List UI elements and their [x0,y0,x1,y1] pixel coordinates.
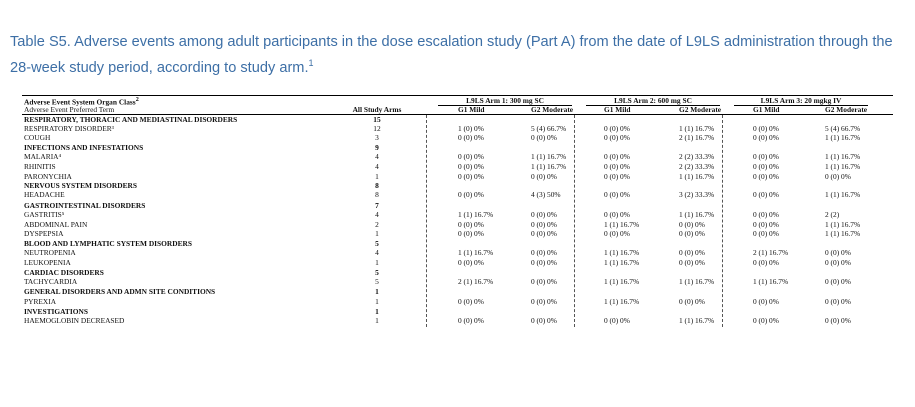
arm1-g1-value: 0 (0) 0% [458,258,484,268]
arm2-g1-value: 1 (1) 16.7% [604,220,640,230]
arm2-g1-value: 0 (0) 0% [604,316,630,326]
system-organ-class: CARDIAC DISORDERS [24,267,104,277]
arm3-g2-value: 1 (1) 16.7% [825,162,861,172]
arm3-g2-value: 2 (2) [825,209,840,219]
system-organ-class: BLOOD AND LYMPHATIC SYSTEM DISORDERS [24,238,192,248]
all-arms-count: 7 [375,200,379,210]
arm3-g1-value: 0 (0) 0% [753,171,779,181]
system-organ-class: GENERAL DISORDERS AND ADMN SITE CONDITIONS [24,287,216,297]
arm3-g1-value: 0 (0) 0% [753,162,779,172]
all-arms-count: 15 [373,115,381,124]
all-arms-count: 4 [375,209,379,219]
table-row [22,172,893,181]
all-arms-count: 1 [375,316,379,326]
arm3-g1-value: 0 (0) 0% [753,124,779,134]
all-arms-count: 2 [375,220,379,230]
arm1-g1-value: 0 (0) 0% [458,189,484,199]
arm3-g2-value: 1 (1) 16.7% [825,151,861,161]
table-row [22,124,893,133]
arm2-g2-value: 1 (1) 16.7% [679,124,715,134]
arm3-g1-header: G1 Mild [753,105,780,114]
arm2-g1-value: 1 (1) 16.7% [604,276,640,286]
preferred-term: RHINITIS [24,162,56,172]
arm2-g2-value: 1 (1) 16.7% [679,276,715,286]
arm3-g2-value: 0 (0) 0% [825,258,851,268]
all-arms-count: 1 [375,287,379,297]
arm1-g2-value: 1 (1) 16.7% [531,151,567,161]
table-header-row-2 [22,105,893,115]
table-row [22,258,893,267]
arm1-g1-value: 0 (0) 0% [458,220,484,230]
table-row [22,297,893,308]
arm3-g2-value: 0 (0) 0% [825,171,851,181]
all-arms-count: 3 [375,133,379,143]
arm3-g2-value: 0 (0) 0% [825,296,851,306]
table-row [22,133,893,142]
category-row [22,201,893,210]
arm2-g2-value: 0 (0) 0% [679,296,705,306]
all-arms-count: 4 [375,247,379,257]
all-arms-header: All Study Arms [352,105,402,114]
arm3-g2-value: 0 (0) 0% [825,316,851,326]
arm1-g2-value: 0 (0) 0% [531,220,557,230]
arm1-g1-value: 2 (1) 16.7% [458,276,494,286]
system-organ-class: NERVOUS SYSTEM DISORDERS [24,180,137,190]
table-row [22,316,893,327]
arm2-g2-value: 1 (1) 16.7% [679,316,715,326]
arm1-g1-value: 1 (0) 0% [458,124,484,134]
all-arms-count: 12 [373,124,381,134]
arm2-g1-value: 0 (0) 0% [604,171,630,181]
arm1-g1-value: 0 (0) 0% [458,296,484,306]
arm3-g2-value: 1 (1) 16.7% [825,133,861,143]
arm2-g2-value: 0 (0) 0% [679,229,705,239]
arm3-g2-value: 0 (0) 0% [825,276,851,286]
arm1-g2-value: 0 (0) 0% [531,247,557,257]
arm1-g2-value: 0 (0) 0% [531,296,557,306]
arm1-g2-value: 0 (0) 0% [531,316,557,326]
preferred-term: ABDOMINAL PAIN [24,220,88,230]
arm1-g2-value: 0 (0) 0% [531,276,557,286]
arm2-g1-value: 1 (1) 16.7% [604,247,640,257]
arm1-g2-value: 0 (0) 0% [531,258,557,268]
system-organ-class: INFECTIONS AND INFESTATIONS [24,142,144,152]
arm2-g2-value: 0 (0) 0% [679,220,705,230]
arm2-g1-value: 1 (1) 16.7% [604,296,640,306]
arm2-g2-value: 3 (2) 33.3% [679,189,715,199]
arm3-g2-header: G2 Moderate [825,105,868,114]
arm1-g2-value: 5 (4) 66.7% [531,124,567,134]
arm2-g1-value: 0 (0) 0% [604,162,630,172]
arm1-g1-value: 0 (0) 0% [458,229,484,239]
arm3-g2-value: 5 (4) 66.7% [825,124,861,134]
preferred-term: DYSPEPSIA [24,229,64,239]
caption-footnote-marker: 1 [308,58,314,68]
arm3-header: L9LS Arm 3: 20 mgkg IV [760,96,842,105]
system-organ-class: INVESTIGATIONS [24,307,88,317]
arm3-g1-value: 0 (0) 0% [753,296,779,306]
all-arms-count: 1 [375,296,379,306]
arm2-g1-value: 0 (0) 0% [604,133,630,143]
arm2-g2-value: 1 (1) 16.7% [679,171,715,181]
arm3-g2-value: 1 (1) 16.7% [825,220,861,230]
preferred-term: HAEMOGLOBIN DECREASED [24,316,125,326]
preferred-term: COUGH [24,133,51,143]
arm2-g2-value: 2 (2) 33.3% [679,162,715,172]
preferred-term: TACHYCARDIA [24,276,78,286]
arm-separator [574,115,575,327]
category-row [22,268,893,277]
table-row [22,277,893,288]
category-row [22,287,893,296]
arm1-g2-value: 0 (0) 0% [531,209,557,219]
arm1-g1-value: 0 (0) 0% [458,133,484,143]
caption-text: Table S5. Adverse events among adult participants in the dose escalation study (Part A) from the date of L9LS administration through the 28-week study period, according to study arm. [10,34,893,76]
arm1-g2-value: 0 (0) 0% [531,133,557,143]
arm2-g1-value: 0 (0) 0% [604,229,630,239]
arm2-g1-header: G1 Mild [604,105,631,114]
table-row [22,220,893,229]
arm3-g2-value: 0 (0) 0% [825,247,851,257]
preferred-term: RESPIRATORY DISORDER³ [24,124,114,134]
category-row [22,181,893,190]
preferred-term: HEADACHE [24,189,65,199]
table-row [22,190,893,201]
preferred-term: PARONYCHIA [24,171,72,181]
arm3-g1-value: 0 (0) 0% [753,220,779,230]
all-arms-count: 1 [375,171,379,181]
arm1-g1-value: 0 (0) 0% [458,316,484,326]
arm2-g2-value: 1 (1) 16.7% [679,209,715,219]
table-row [22,210,893,221]
arm2-g1-value: 0 (0) 0% [604,151,630,161]
arm2-g1-value: 0 (0) 0% [604,124,630,134]
arm3-g2-value: 1 (1) 16.7% [825,229,861,239]
all-arms-count: 9 [375,142,379,152]
arm1-g1-header: G1 Mild [458,105,485,114]
preferred-term: NEUTROPENIA [24,247,76,257]
arm3-g1-value: 0 (0) 0% [753,209,779,219]
arm1-g1-value: 1 (1) 16.7% [458,247,494,257]
adverse-events-table [22,95,893,327]
arm1-g2-value: 1 (1) 16.7% [531,162,567,172]
arm1-g1-value: 0 (0) 0% [458,171,484,181]
arm1-g2-value: 0 (0) 0% [531,171,557,181]
arm3-g1-value: 0 (0) 0% [753,189,779,199]
arm-separator [722,115,723,327]
preferred-term: PYREXIA [24,296,57,306]
category-row [22,143,893,152]
soc-header: Adverse Event System Organ Class$^2$ [24,97,139,107]
all-arms-count: 1 [375,307,379,317]
category-row [22,115,893,124]
category-row [22,239,893,248]
arm3-g1-value: 0 (0) 0% [753,258,779,268]
all-arms-count: 5 [375,267,379,277]
all-arms-count: 4 [375,151,379,161]
table-caption [10,32,905,79]
system-organ-class: GASTROINTESTINAL DISORDERS [24,200,146,210]
all-arms-count: 1 [375,258,379,268]
table-body [22,115,893,327]
preferred-term: LEUKOPENIA [24,258,71,268]
arm3-g1-value: 0 (0) 0% [753,316,779,326]
arm1-header: L9LS Arm 1: 300 mg SC [466,96,544,105]
term-header: Adverse Event Preferred Term [24,105,115,114]
arm2-g2-value: 2 (2) 33.3% [679,151,715,161]
arm1-g1-value: 0 (0) 0% [458,151,484,161]
arm2-g2-value: 2 (1) 16.7% [679,133,715,143]
table-row [22,152,893,163]
arm-separator [426,115,427,327]
table-header-row-1 [22,95,893,105]
all-arms-count: 5 [375,238,379,248]
preferred-term: GASTRITIS⁵ [24,209,65,219]
arm1-g1-value: 1 (1) 16.7% [458,209,494,219]
all-arms-count: 8 [375,180,379,190]
category-row [22,307,893,316]
all-arms-count: 4 [375,162,379,172]
arm2-g1-value: 1 (1) 16.7% [604,258,640,268]
arm2-g2-value: 0 (0) 0% [679,258,705,268]
arm2-g1-value: 0 (0) 0% [604,209,630,219]
arm2-g2-value: 0 (0) 0% [679,247,705,257]
arm1-g2-value: 4 (3) 50% [531,189,561,199]
arm3-g1-value: 0 (0) 0% [753,133,779,143]
arm1-g2-header: G2 Moderate [531,105,574,114]
arm3-g1-value: 0 (0) 0% [753,229,779,239]
table-row [22,229,893,238]
arm3-g1-value: 2 (1) 16.7% [753,247,789,257]
arm2-g1-value: 0 (0) 0% [604,189,630,199]
arm2-g2-header: G2 Moderate [679,105,722,114]
arm1-g2-value: 0 (0) 0% [531,229,557,239]
system-organ-class: RESPIRATORY, THORACIC AND MEDIASTINAL DISORDERS [24,115,238,124]
arm3-g2-value: 1 (1) 16.7% [825,189,861,199]
arm2-header: L9LS Arm 2: 600 mg SC [614,96,692,105]
preferred-term: MALARIA⁴ [24,151,62,161]
arm1-g1-value: 0 (0) 0% [458,162,484,172]
all-arms-count: 8 [375,189,379,199]
table-row [22,248,893,259]
all-arms-count: 1 [375,229,379,239]
arm3-g1-value: 1 (1) 16.7% [753,276,789,286]
all-arms-count: 5 [375,276,379,286]
table-row [22,162,893,171]
arm3-g1-value: 0 (0) 0% [753,151,779,161]
